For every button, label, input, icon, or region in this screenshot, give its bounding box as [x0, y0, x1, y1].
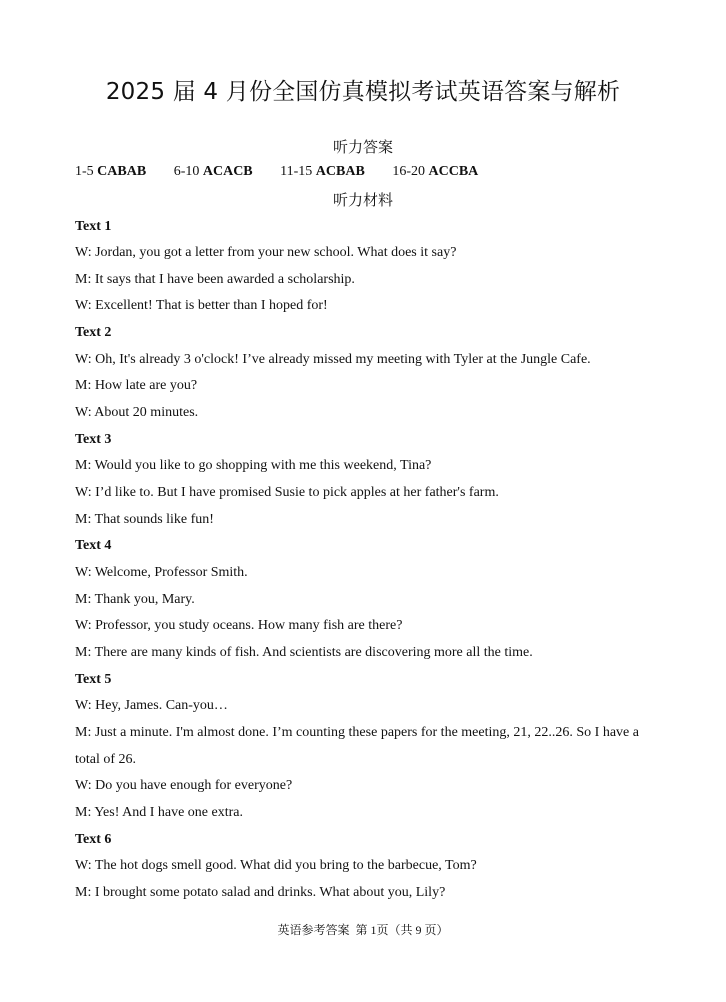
footer-subject: 英语参考答案: [277, 923, 350, 937]
answer-key: CABAB: [97, 164, 147, 179]
dialogue-line: M: I brought some potato salad and drinks. What about you, Lily?: [75, 885, 446, 900]
answer-range: 16-20: [392, 164, 425, 179]
dialogue-line: M: Thank you, Mary.: [75, 592, 195, 607]
answer-group: [174, 164, 253, 180]
dialogue-line: W: About 20 minutes.: [75, 405, 199, 420]
answer-range: 1-5: [75, 164, 94, 179]
footer-page-number: 第 1页（共 9 页）: [355, 923, 449, 937]
text-heading: Text 3: [75, 432, 112, 447]
dialogue-line: M: Yes! And I have one extra.: [75, 805, 243, 820]
page-footer: [0, 921, 726, 938]
dialogue-line: W: Do you have enough for everyone?: [75, 778, 293, 793]
answer-key: ACBAB: [315, 164, 365, 179]
dialogue-line: W: Jordan, you got a letter from your new school. What does it say?: [75, 245, 457, 260]
dialogue-line: M: Just a minute. I'm almost done. I’m counting these papers for the meeting, 21, 22..26. So I have a: [75, 725, 639, 740]
dialogue-line: W: The hot dogs smell good. What did you bring to the barbecue, Tom?: [75, 858, 477, 873]
dialogue-line: W: Welcome, Professor Smith.: [75, 565, 248, 580]
text-heading: Text 6: [75, 832, 112, 847]
dialogue-line: W: I’d like to. But I have promised Susie to pick apples at her father's farm.: [75, 485, 499, 500]
answer-group: [75, 164, 146, 180]
dialogue-line: M: It says that I have been awarded a scholarship.: [75, 272, 355, 287]
material-heading: 听力材料: [332, 191, 393, 209]
text-heading: Text 5: [75, 672, 112, 687]
document-title: 2025 届 4 月份全国仿真模拟考试英语答案与解析: [105, 79, 621, 105]
text-heading: Text 1: [75, 219, 112, 234]
dialogue-line: M: That sounds like fun!: [75, 512, 214, 527]
answer-key: ACCBA: [428, 164, 479, 179]
dialogue-line: M: How late are you?: [75, 378, 198, 393]
dialogue-line: M: Would you like to go shopping with me this weekend, Tina?: [75, 458, 432, 473]
dialogue-line: M: There are many kinds of fish. And scientists are discovering more all the time.: [75, 645, 533, 660]
answer-range: 6-10: [173, 164, 200, 179]
answers-heading: 听力答案: [332, 138, 393, 156]
dialogue-line: W: Professor, you study oceans. How many fish are there?: [75, 618, 403, 633]
text-heading: Text 4: [75, 538, 112, 553]
dialogue-line: W: Hey, James. Can-you…: [75, 698, 228, 713]
dialogue-line: W: Excellent! That is better than I hoped for!: [75, 298, 328, 313]
answer-key-row: [75, 164, 478, 180]
text-heading: Text 2: [75, 325, 112, 340]
answer-range: 11-15: [280, 164, 313, 179]
dialogue-line: W: Oh, It's already 3 o'clock! I’ve already missed my meeting with Tyler at the Jungle Cafe.: [75, 352, 591, 367]
dialogue-line: total of 26.: [75, 752, 137, 767]
answer-group: [280, 164, 365, 180]
answer-group: [392, 164, 478, 180]
answer-key: ACACB: [202, 164, 253, 179]
